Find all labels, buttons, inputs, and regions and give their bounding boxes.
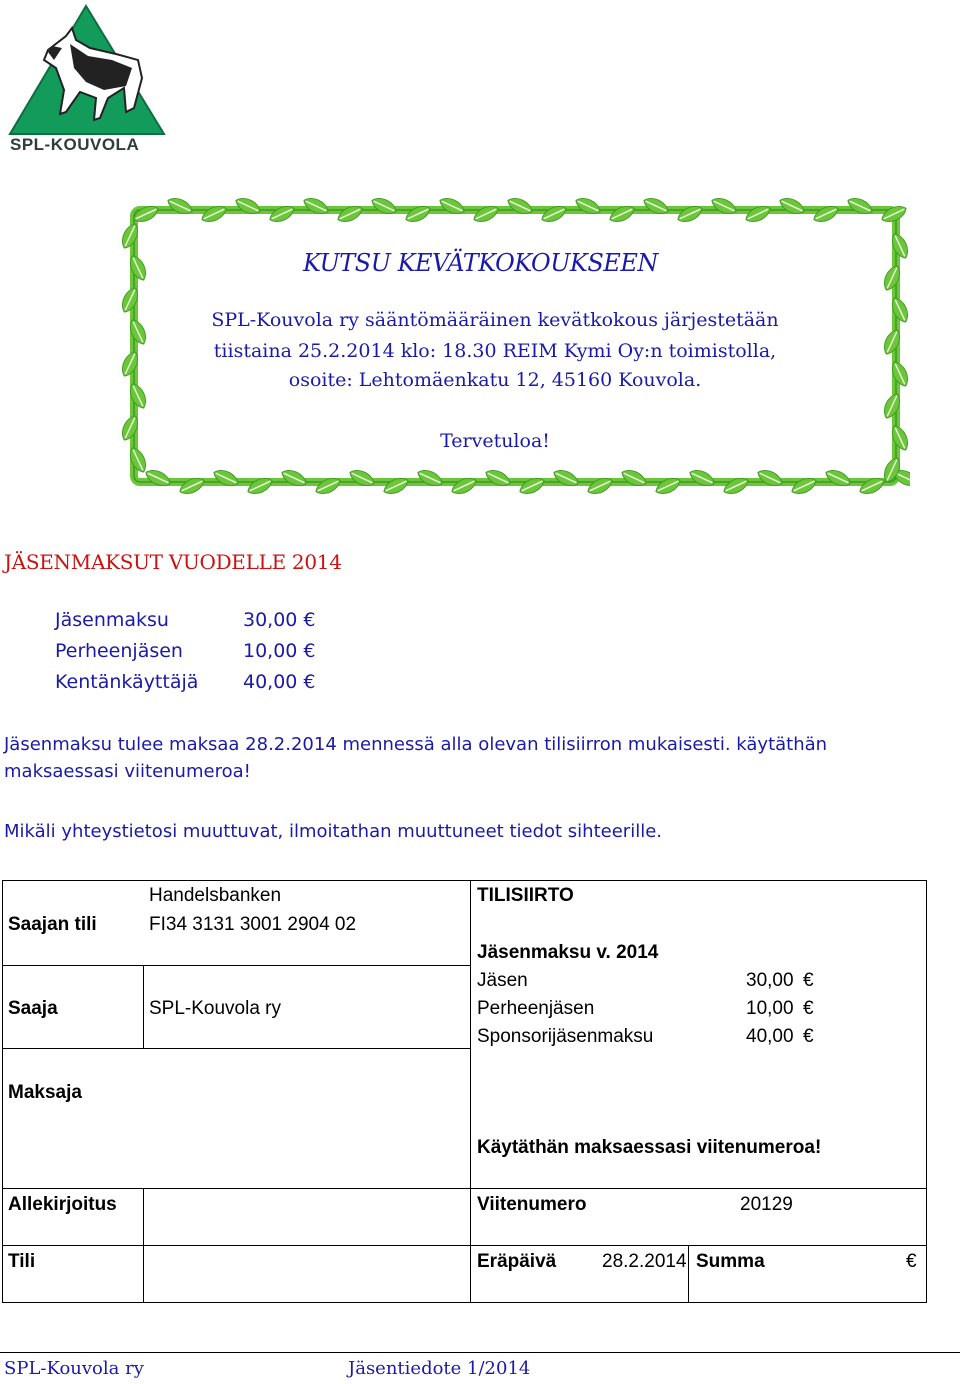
recipient-label: Saaja [8,998,58,1019]
invitation-line: tiistaina 25.2.2014 klo: 18.30 REIM Kymi Oy:n toimistolla, [213,340,777,362]
form-fee-label: Sponsorijäsenmaksu [477,1026,654,1047]
reference-label: Viitenumero [477,1194,587,1215]
invitation-welcome: Tervetuloa! [440,430,550,452]
payment-note-line: maksaessasi viitenumeroa! [4,761,251,782]
fee-heading: Jäsenmaksu v. 2014 [477,942,659,963]
bank-name: Handelsbanken [149,885,282,906]
sum-label: Summa [696,1251,765,1272]
invitation-line: osoite: Lehtomäenkatu 12, 45160 Kouvola. [288,369,702,391]
footer-divider [0,1352,960,1353]
form-fee-amount: 40,00 [746,1026,794,1047]
currency-symbol: € [803,970,814,991]
fee-label: Perheenjäsen [55,640,183,662]
account-label: Tili [8,1251,36,1272]
recipient-name: SPL-Kouvola ry [149,998,282,1019]
reference-reminder: Käytäthän maksaessasi viitenumeroa! [477,1137,822,1158]
logo-text: SPL-KOUVOLA [10,135,140,154]
payment-note-line: Jäsenmaksu tulee maksaa 28.2.2014 mennessä alla olevan tilisiirron mukaisesti. käytäthän [4,734,828,755]
fees-title: JÄSENMAKSUT VUODELLE 2014 [4,550,342,574]
invitation-line: SPL-Kouvola ry sääntömääräinen kevätkokous järjestetään [211,309,779,331]
fee-label: Jäsenmaksu [55,609,169,631]
footer-organization: SPL-Kouvola ry [4,1358,144,1379]
currency-symbol: € [906,1251,917,1272]
fee-amount: 10,00 € [243,640,316,662]
invitation-title: KUTSU KEVÄTKOKOUKSEEN [303,249,658,277]
transfer-title: TILISIIRTO [477,885,574,906]
due-date-label: Eräpäivä [477,1251,557,1272]
footer-issue: Jäsentiedote 1/2014 [348,1358,531,1379]
fee-amount: 30,00 € [243,609,316,631]
form-fee-label: Perheenjäsen [477,998,595,1019]
signature-label: Allekirjoitus [8,1194,117,1215]
recipient-iban: FI34 3131 3001 2904 02 [149,914,357,935]
form-fee-amount: 30,00 [746,970,794,991]
payer-label: Maksaja [8,1082,82,1103]
reference-number: 20129 [740,1194,793,1215]
fee-amount: 40,00 € [243,671,316,693]
fee-label: Kentänkäyttäjä [55,671,199,693]
currency-symbol: € [803,1026,814,1047]
due-date: 28.2.2014 [602,1251,687,1272]
form-fee-label: Jäsen [477,970,528,991]
form-fee-amount: 10,00 [746,998,794,1019]
contact-note: Mikäli yhteystietosi muuttuvat, ilmoitathan muuttuneet tiedot sihteerille. [4,821,662,842]
currency-symbol: € [803,998,814,1019]
recipient-account-label: Saajan tili [8,914,97,935]
